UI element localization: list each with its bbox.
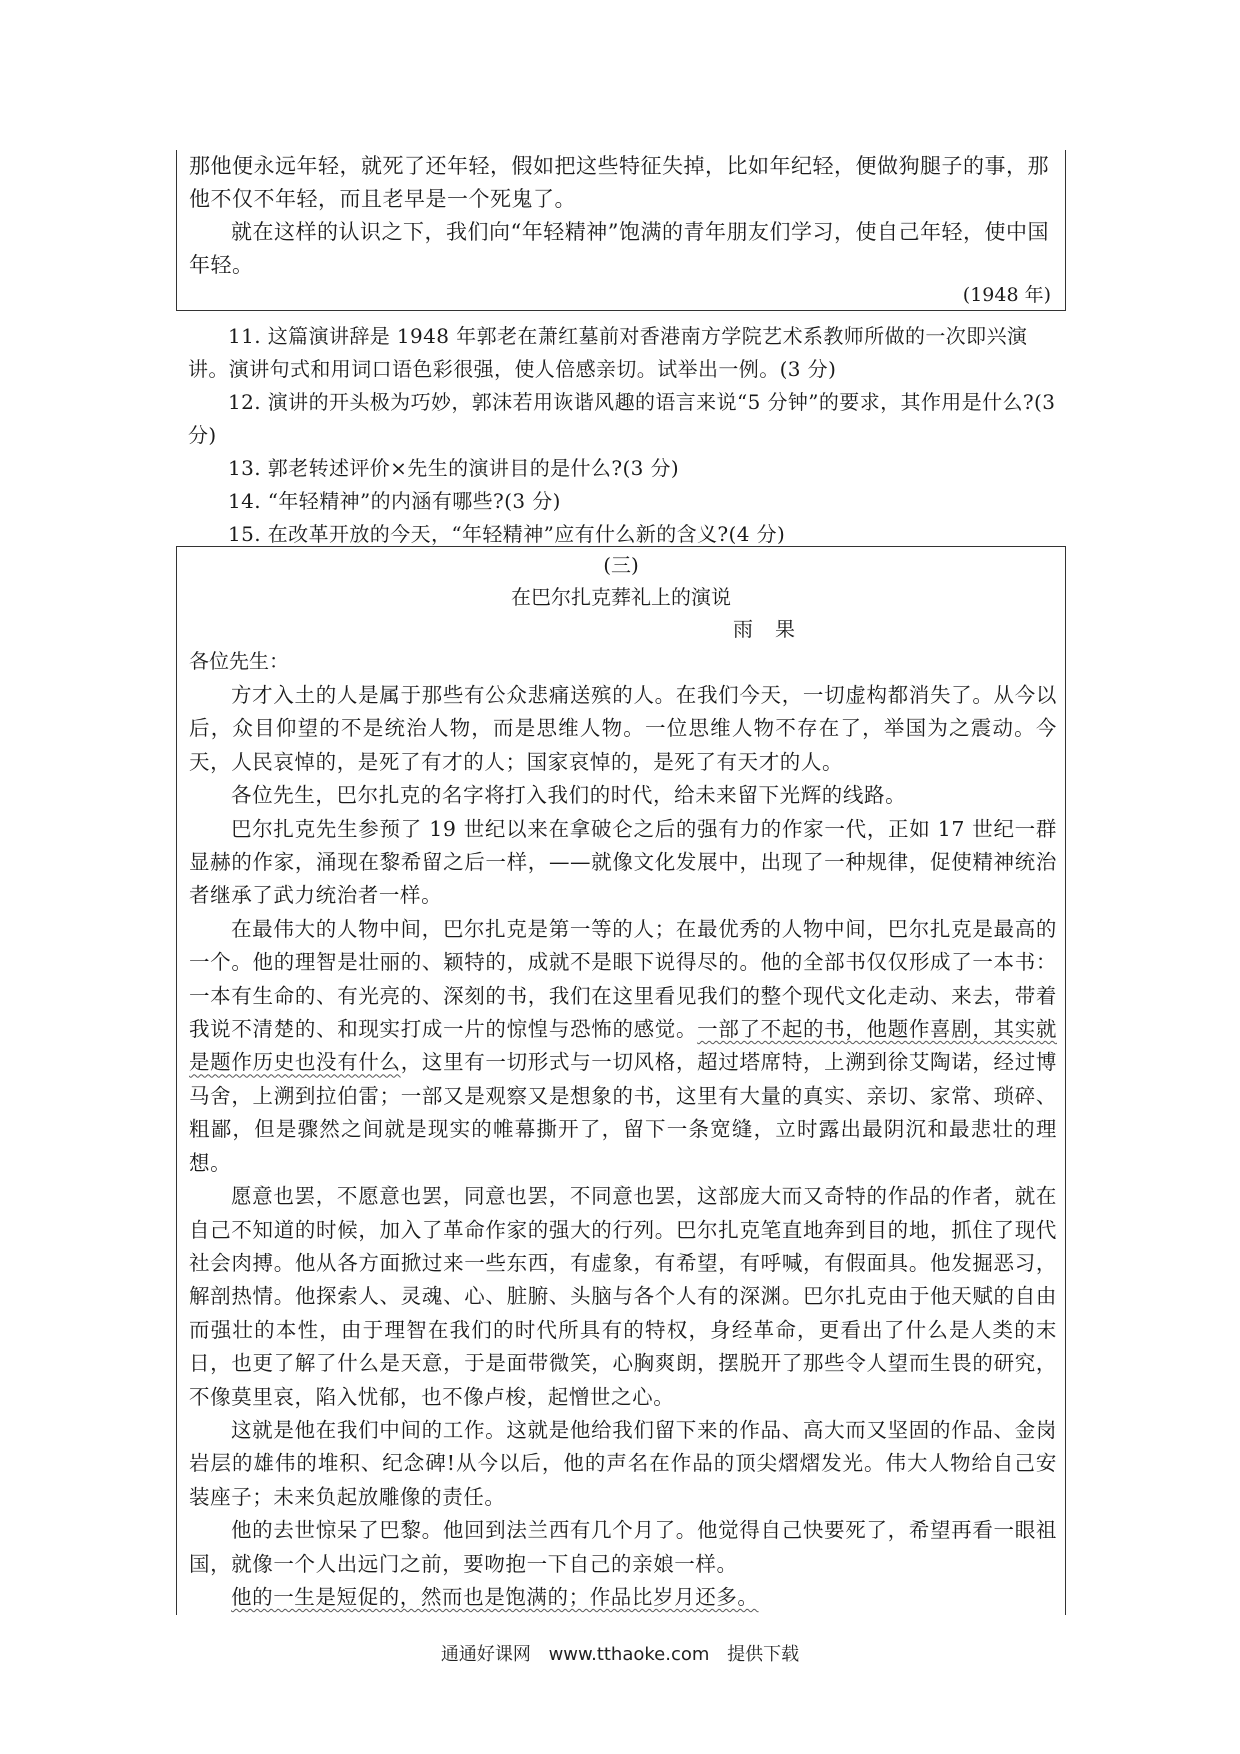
underlined-sentence: 一部了不起的书，他题作喜剧，其实就是题作历史也没有什么 xyxy=(189,1017,1057,1075)
paragraph-text: 在最伟大的人物中间，巴尔扎克是第一等的人；在最优秀的人物中间，巴尔扎克是最高的一个。他的理智是壮丽的、颖特的，成就不是眼下说得尽的。他的全部书仅仅形成了一本书：一本有生命的、有光亮的、深刻的书，我们在这里看见我们的整个现代文化走动、来去，带着我说不清楚的、和现实打成一片的惊惶与恐怖的感觉。 xyxy=(189,916,1057,1042)
page-footer xyxy=(0,1640,1240,1666)
underlined-sentence: 他的一生是短促的，然而也是饱满的；作品比岁月还多。 xyxy=(231,1584,759,1609)
passage-paragraph: 他的去世惊呆了巴黎。他回到法兰西有几个月了。他觉得自己快要死了，希望再看一眼祖国，就像一个人出远门之前，要吻抱一下自己的亲娘一样。 xyxy=(189,1518,1057,1576)
passage-paragraph: 就在这样的认识之下，我们向“年轻精神”饱满的青年朋友们学习，使自己年轻，使中国年轻。 xyxy=(189,220,1049,277)
question-15: 15. 在改革开放的今天，“年轻精神”应有什么新的含义?(4 分) xyxy=(228,522,786,546)
passage-year: (1948 年) xyxy=(962,284,1051,306)
passage-body xyxy=(189,679,1057,1614)
passage-paragraph: 那他便永远年轻，就死了还年轻，假如把这些特征失掉，比如年纪轻，便做狗腿子的事，那他不仅不年轻，而且老早是一个死鬼了。 xyxy=(189,154,1049,211)
passage-paragraph xyxy=(189,1581,1057,1614)
passage-continuation-box xyxy=(176,150,1066,311)
passage-paragraph: 巴尔扎克先生参预了 19 世纪以来在拿破仑之后的强有力的作家一代，正如 17 世纪一群显赫的作家，涌现在黎希留之后一样，——就像文化发展中，出现了一种规律，促使精神统治者继承了武力统治者一样。 xyxy=(189,816,1057,908)
passage-three-box xyxy=(176,546,1066,1615)
paragraph-text: ，这里有一切形式与一切风格，超过塔席特，上溯到徐艾陶诺，经过博马舍，上溯到拉伯雷；一部又是观察又是想象的书，这里有大量的真实、亲切、家常、琐碎、粗鄙，但是骤然之间就是现实的帷幕撕开了，留下一条宽缝，立时露出最阴沉和最悲壮的理想。 xyxy=(189,1050,1058,1175)
passage-paragraph: 这就是他在我们中间的工作。这就是他给我们留下来的作品、高大而又坚固的作品、金岗岩层的雄伟的堆积、纪念碑!从今以后，他的声名在作品的顶尖熠熠发光。伟大人物给自己安装座子；未来负起放雕像的责任。 xyxy=(189,1417,1057,1509)
footer-site-name: 通通好课网 xyxy=(440,1644,531,1665)
passage-paragraph: 愿意也罢，不愿意也罢，同意也罢，不同意也罢，这部庞大而又奇特的作品的作者，就在自己不知道的时候，加入了革命作家的强大的行列。巴尔扎克笔直地奔到目的地，抓住了现代社会肉搏。他从各方面掀过来一些东西，有虚象，有希望，有呼喊，有假面具。他发掘恶习，解剖热情。他探索人、灵魂、心、脏腑、头脑与各个人有的深渊。巴尔扎克由于他天赋的自由而强壮的本性，由于理智在我们的时代所具有的特权，身经革命，更看出了什么是人类的末日，也更了解了什么是天意，于是面带微笑，心胸爽朗，摆脱开了那些令人望而生畏的研究，不像莫里哀，陷入忧郁，也不像卢梭，起憎世之心。 xyxy=(189,1184,1057,1409)
footer-url: www.tthaoke.com xyxy=(548,1644,710,1665)
question-11: 11. 这篇演讲辞是 1948 年郭老在萧红墓前对香港南方学院艺术系教师所做的一次即兴演讲。演讲句式和用词口语色彩很强，使人倍感亲切。试举出一例。(3 分) xyxy=(188,324,1028,381)
passage-paragraph xyxy=(189,913,1057,1180)
question-14: 14. “年轻精神”的内涵有哪些?(3 分) xyxy=(228,489,561,513)
section-number: (三) xyxy=(603,553,639,577)
passage-title: 在巴尔扎克葬礼上的演说 xyxy=(511,585,731,609)
question-list xyxy=(188,320,1068,551)
speech-salutation: 各位先生： xyxy=(189,649,289,673)
passage-paragraph: 方才入土的人是属于那些有公众悲痛送殡的人。在我们今天，一切虚构都消失了。从今以后，众目仰望的不是统治人物，而是思维人物。一位思维人物不存在了，举国为之震动。今天，人民哀悼的，是死了有才的人；国家哀悼的，是死了有天才的人。 xyxy=(189,683,1057,774)
footer-note: 提供下载 xyxy=(727,1644,800,1665)
question-12: 12. 演讲的开头极为巧妙，郭沫若用诙谐风趣的语言来说“5 分钟”的要求，其作用是什么?(3 分) xyxy=(188,390,1056,447)
passage-author: 雨果 xyxy=(733,617,817,641)
passage-paragraph: 各位先生，巴尔扎克的名字将打入我们的时代，给未来留下光辉的线路。 xyxy=(231,783,907,808)
question-13: 13. 郭老转述评价×先生的演讲目的是什么?(3 分) xyxy=(228,456,680,480)
